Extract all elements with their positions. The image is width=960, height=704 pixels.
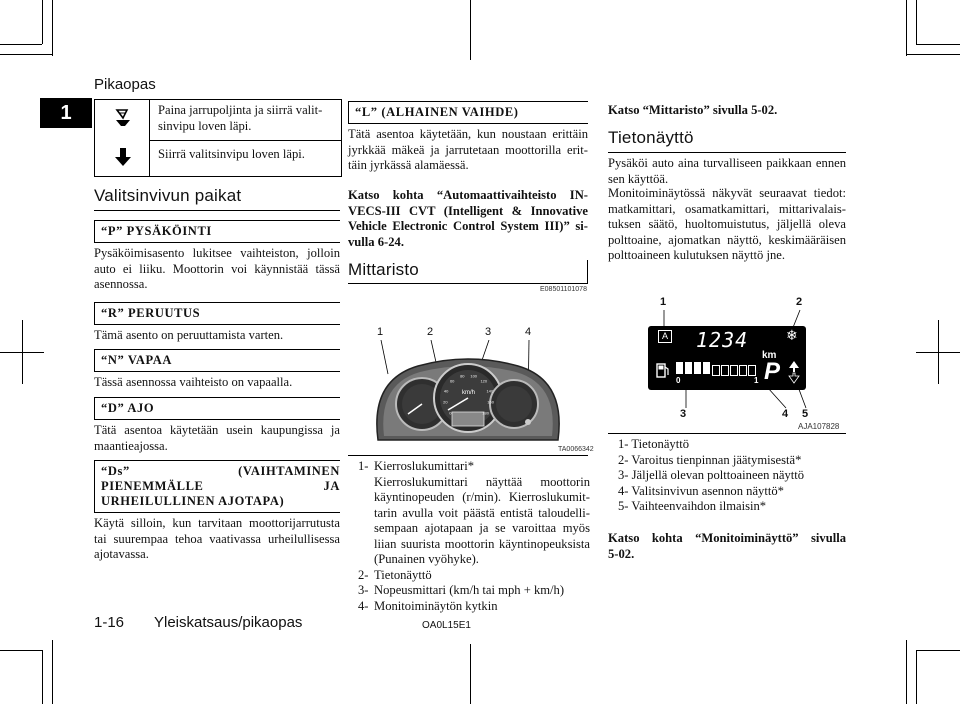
position-text: Käytä silloin, kun tarvitaan moottorijarrutusta tai suurempaa tehoa vaativassa urheilullisessa ajotavassa. — [94, 516, 340, 561]
legend-item: 5- Vaihteenvaihdon ilmaisin* — [618, 499, 767, 513]
crop-mark — [52, 640, 53, 704]
display-legend — [618, 437, 846, 515]
crop-mark — [22, 320, 23, 384]
crop-mark — [916, 650, 917, 704]
position-l — [348, 101, 588, 174]
page-number: 1-16 — [94, 614, 125, 631]
fuel-pump-icon — [656, 362, 670, 383]
callout-1: 1 — [377, 326, 384, 338]
position-title: “R” PERUUTUS — [94, 302, 340, 325]
position-n — [94, 349, 340, 391]
speedometer-tick-label: 140 — [486, 388, 494, 394]
figure-code: AJA107828 — [798, 422, 840, 431]
legend-description: Kierroslukumittari näyttää moottorin käyntinopeuden (r/min). Kierroslukumittarin avulla voit päästä entistä taloudellisempaan ajotapaan ja se varoittaa myös liian suurista moottorin käyntinopeuksista (Punainen vyöhyke). — [374, 474, 590, 566]
legend-item: 3- Nopeusmittari (km/h tai mph + km/h) — [358, 583, 565, 597]
position-title: “L” (ALHAINEN VAIHDE) — [348, 101, 588, 124]
crop-mark — [42, 650, 43, 704]
callout-2: 2 — [796, 296, 803, 308]
crop-mark — [42, 0, 43, 44]
gauge-unit: km/h — [462, 390, 476, 396]
position-text: Tässä asennossa vaihteisto on vapaalla. — [94, 375, 293, 389]
position-text: Tätä asentoa käytetään, kun noustaan erittäin jyrkkää mäkeä ja jarrutetaan moottorilla erittäin jyrkässä alamäessä. — [348, 127, 588, 172]
position-title: “Ds” (VAIHTAMINEN PIENEMMÄLLE JA URHEILULLINEN AJOTAPA) — [94, 460, 340, 513]
speedometer-tick-label: 180 — [482, 410, 489, 416]
callout-3: 3 — [485, 326, 492, 338]
crop-mark — [916, 44, 960, 45]
position-d — [94, 397, 340, 454]
odometer-unit: km — [762, 350, 777, 361]
speedometer-tick-label: 80 — [460, 373, 465, 379]
shift-up-indicator — [788, 360, 800, 389]
position-text: Pysäköimisasento lukitsee vaihteiston, jolloin auto ei liiku. Moottorin voi käynnistää tässä asennossa. — [94, 246, 340, 291]
position-text: Tätä asentoa käytetään usein kaupungissa ja maantieajossa. — [94, 423, 340, 453]
position-title: “P” PYSÄKÖINTI — [94, 220, 340, 243]
step-text-1: Paina jarrupoljinta ja siirrä valitsinvipu loven läpi. — [158, 103, 323, 133]
legend-item: 2- Varoitus tienpinnan jäätymisestä* — [618, 452, 802, 467]
crop-mark — [906, 54, 960, 55]
lcd-screen — [648, 326, 806, 390]
speedometer-tick-label: 120 — [480, 378, 488, 384]
step-table — [94, 99, 342, 177]
fuel-empty-mark: 0 — [676, 376, 681, 385]
crop-mark — [52, 0, 53, 56]
page-header-title: Pikaopas — [94, 76, 156, 93]
crop-mark — [0, 44, 42, 45]
position-title: “N” VAPAA — [94, 349, 340, 372]
crop-mark — [470, 0, 471, 60]
position-text: Tämä asento on peruuttamista varten. — [94, 328, 284, 342]
crop-mark — [906, 640, 907, 704]
callout-4: 4 — [782, 408, 789, 420]
legend-item: 3- Jäljellä olevan polttoaineen näyttö — [618, 468, 805, 482]
callout-1: 1 — [660, 296, 667, 308]
speedometer-tick-label: 40 — [443, 388, 449, 394]
legend-item: 4- Valitsinvivun asennon näyttö* — [618, 483, 784, 498]
figure-code: TA0066342 — [558, 446, 594, 453]
crop-mark — [916, 0, 917, 44]
position-p — [94, 220, 340, 293]
footer-code: OA0L15E1 — [422, 620, 471, 631]
crop-mark — [0, 650, 42, 651]
info-display-figure — [608, 296, 846, 432]
speedometer-ticks — [348, 326, 588, 456]
speedometer-tick-label: 100 — [470, 373, 478, 379]
cluster-legend — [358, 459, 590, 614]
crop-mark — [916, 650, 960, 651]
section-heading: Mittaristo — [348, 260, 419, 279]
crop-mark — [0, 54, 52, 55]
crop-mark — [470, 644, 471, 704]
legend-item: 4- Monitoiminäytön kytkin — [358, 598, 498, 613]
callout-5: 5 — [802, 408, 809, 420]
step-text-2: Siirrä valitsinvipu loven läpi. — [158, 147, 305, 161]
auto-badge: A — [658, 330, 672, 343]
fuel-full-mark: 1 — [754, 376, 759, 385]
paragraph: Pysäköi auto aina turvalliseen paikkaan ennen sen käyttöä. — [608, 156, 846, 186]
legend-item: 1- Kierroslukumittari* — [358, 459, 475, 473]
odometer-readout: 1234 — [696, 328, 749, 352]
section-heading: Valitsinvivun paikat — [94, 186, 242, 205]
ice-warning-icon: ❄ — [786, 329, 798, 344]
cross-reference: Katso “Mittaristo” sivulla 5-02. — [608, 103, 778, 117]
speedometer-tick-label: 60 — [449, 378, 455, 384]
position-title: “D” AJO — [94, 397, 340, 420]
footer-section: Yleiskatsaus/pikaopas — [154, 614, 303, 631]
callout-2: 2 — [427, 326, 434, 338]
speedometer-tick-label: 20 — [443, 399, 448, 405]
instrument-cluster-figure — [348, 326, 588, 456]
section-tab: 1 — [40, 98, 92, 128]
down-arrow-icon — [114, 147, 132, 167]
fuel-gauge-bars — [676, 362, 766, 374]
speedometer-tick-label: 160 — [487, 399, 494, 405]
crop-mark — [906, 0, 907, 56]
position-r — [94, 302, 340, 344]
callout-3: 3 — [680, 408, 687, 420]
speedometer-tick-label: 0 — [449, 410, 452, 416]
foot-brake-pedal-icon — [113, 108, 133, 128]
section-heading: Tietonäyttö — [608, 128, 694, 147]
cross-reference: Katso kohta “Monitoiminäyttö” sivulla 5-02. — [608, 531, 846, 561]
position-ds — [94, 460, 340, 563]
cross-reference: Katso kohta “Automaattivaihteisto INVECS-III CVT (Intelligent & Innovative Vehicle Electronic Control System III)” sivulla 6-24. — [348, 188, 588, 249]
gear-position-indicator: P — [764, 358, 781, 385]
crop-mark — [938, 320, 939, 384]
callout-4: 4 — [525, 326, 532, 338]
figure-code: E08501101078 — [540, 286, 587, 293]
paragraph: Monitoiminäytössä näkyvät seuraavat tiedot: matkamittari, osamatkamittari, mittarivalaistuksen säätö, huoltomuistutus, jäljellä oleva polttoaine, ajomatkan näyttö, keskimääräisen polttoaineen kulutuksen näyttö jne. — [608, 186, 846, 262]
legend-item: 1- Tietonäyttö — [618, 437, 690, 451]
legend-item: 2- Tietonäyttö — [358, 567, 432, 582]
